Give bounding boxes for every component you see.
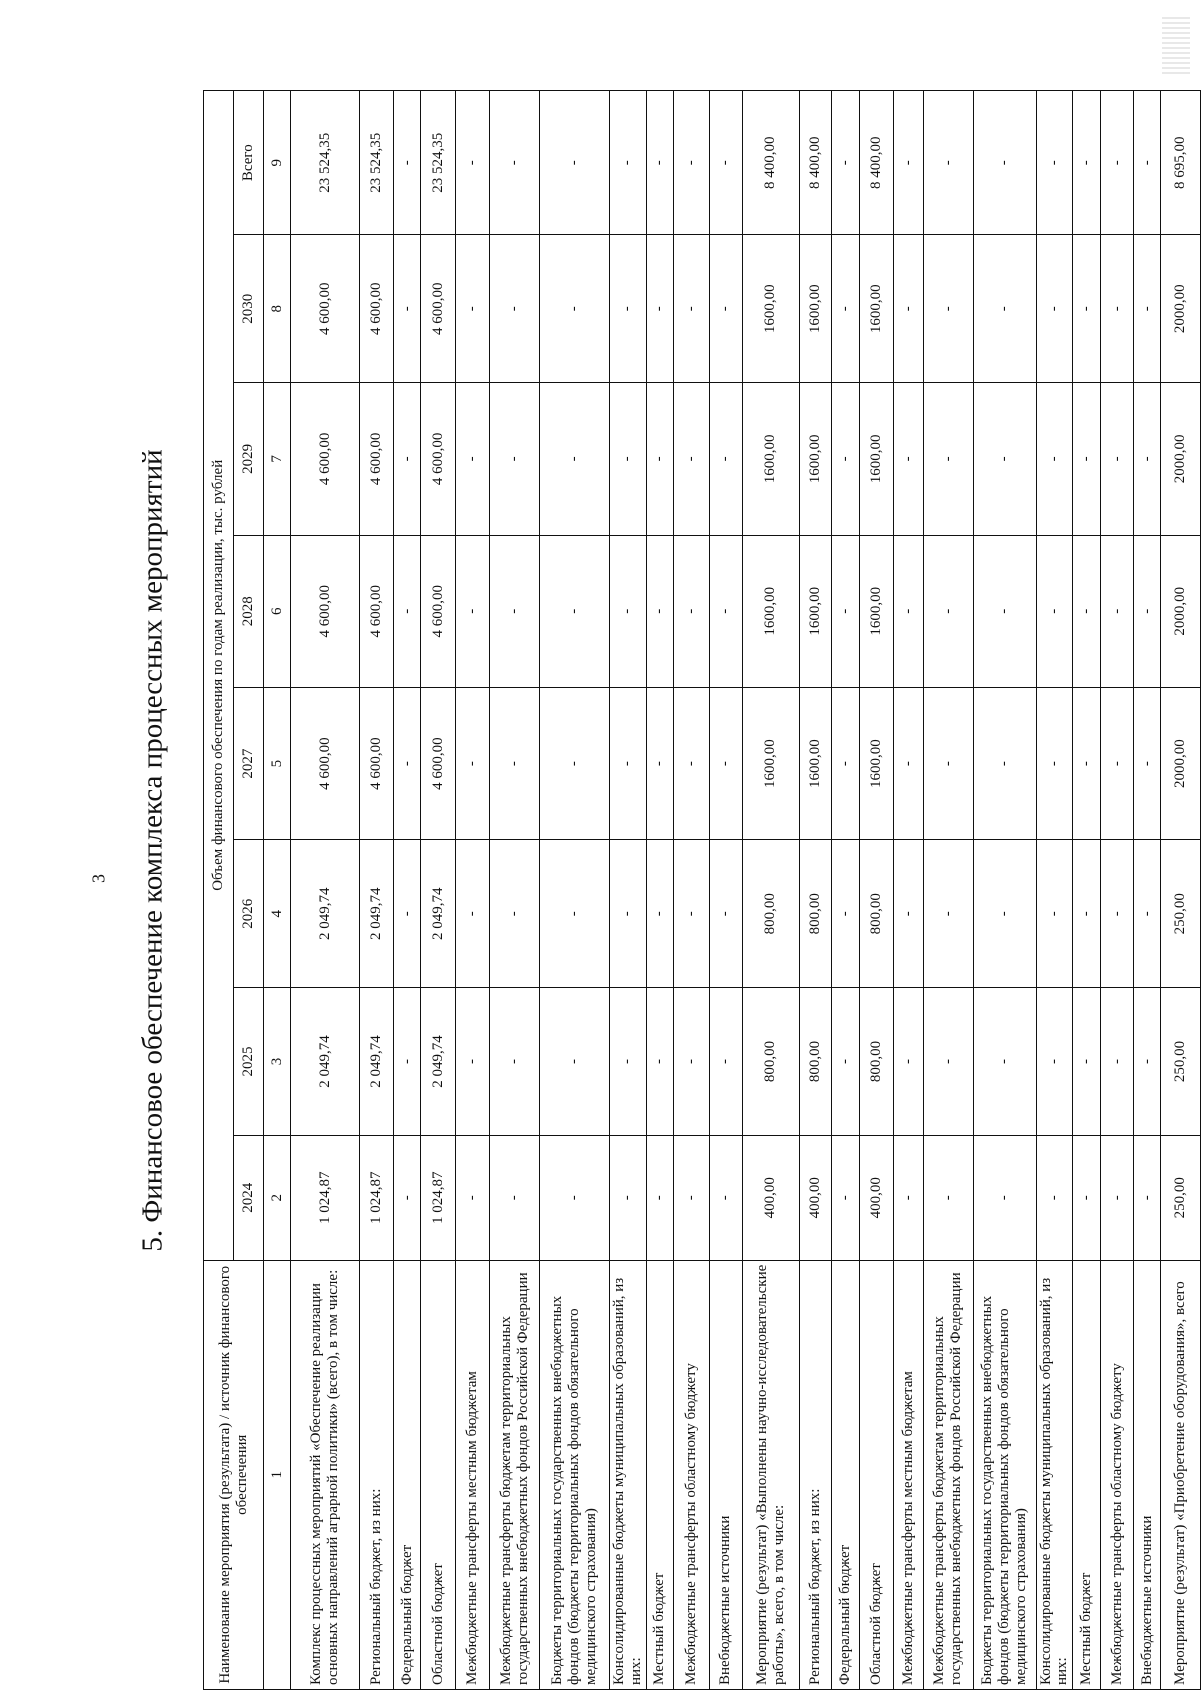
value-cell: - bbox=[923, 988, 973, 1136]
table-row bbox=[742, 91, 799, 1690]
row-name-cell: Консолидированные бюджеты муниципальных образований, из них: bbox=[610, 1260, 647, 1689]
table-row bbox=[831, 91, 859, 1690]
value-cell: - bbox=[893, 1135, 923, 1260]
total-cell: - bbox=[646, 91, 673, 235]
total-cell: - bbox=[923, 91, 973, 235]
header-row-top bbox=[204, 91, 234, 1690]
value-cell: - bbox=[1073, 988, 1101, 1136]
value-cell: - bbox=[456, 988, 490, 1136]
value-cell: - bbox=[1036, 988, 1073, 1136]
value-cell: - bbox=[709, 840, 742, 988]
value-cell: - bbox=[540, 840, 610, 988]
value-cell: - bbox=[646, 383, 673, 535]
value-cell: - bbox=[673, 235, 709, 383]
value-cell: - bbox=[1134, 1135, 1161, 1260]
financing-table bbox=[203, 90, 1201, 1690]
value-cell: - bbox=[646, 988, 673, 1136]
value-cell: 4 600,00 bbox=[360, 383, 394, 535]
total-cell: 8 400,00 bbox=[859, 91, 893, 235]
value-cell: 2000,00 bbox=[1161, 535, 1201, 687]
value-cell: - bbox=[1101, 1135, 1134, 1260]
value-cell: - bbox=[1101, 687, 1134, 839]
value-cell: - bbox=[1073, 535, 1101, 687]
value-cell: - bbox=[490, 1135, 540, 1260]
value-cell: - bbox=[1134, 535, 1161, 687]
value-cell: 1600,00 bbox=[799, 383, 831, 535]
value-cell: 1600,00 bbox=[859, 383, 893, 535]
value-cell: - bbox=[709, 235, 742, 383]
value-cell: - bbox=[673, 687, 709, 839]
value-cell: 800,00 bbox=[799, 988, 831, 1136]
column-number: 6 bbox=[264, 535, 291, 687]
value-cell: 4 600,00 bbox=[421, 687, 456, 839]
value-cell: - bbox=[973, 687, 1036, 839]
value-cell: - bbox=[610, 383, 647, 535]
value-cell: 4 600,00 bbox=[291, 235, 360, 383]
row-name-cell: Межбюджетные трансферты областному бюджету bbox=[673, 1260, 709, 1689]
table-viewport bbox=[203, 90, 1189, 1690]
value-cell: - bbox=[394, 383, 421, 535]
value-cell: 1600,00 bbox=[799, 687, 831, 839]
total-cell: 23 524,35 bbox=[360, 91, 394, 235]
value-cell: - bbox=[490, 235, 540, 383]
row-name-cell: Комплекс процессных мероприятий «Обеспечение реализации основных направлений аграрной политики» (всего), в том числе: bbox=[291, 1260, 360, 1689]
value-cell: 2000,00 bbox=[1161, 235, 1201, 383]
value-cell: - bbox=[923, 535, 973, 687]
value-cell: 1600,00 bbox=[859, 535, 893, 687]
value-cell: - bbox=[1073, 1135, 1101, 1260]
value-cell: - bbox=[610, 1135, 647, 1260]
value-cell: - bbox=[923, 840, 973, 988]
total-cell: - bbox=[1073, 91, 1101, 235]
table-row bbox=[1134, 91, 1161, 1690]
volume-column-header: Объем финансового обеспечения по годам реализации, тыс. рублей bbox=[204, 91, 234, 1261]
year-header: 2029 bbox=[234, 383, 264, 535]
value-cell: - bbox=[456, 687, 490, 839]
total-cell: - bbox=[1036, 91, 1073, 235]
value-cell: - bbox=[610, 235, 647, 383]
value-cell: 800,00 bbox=[859, 988, 893, 1136]
value-cell: - bbox=[709, 687, 742, 839]
value-cell: - bbox=[1036, 383, 1073, 535]
year-header: 2030 bbox=[234, 235, 264, 383]
row-name-cell: Бюджеты территориальных государственных внебюджетных фондов (бюджеты территориальных фондов обязательного медицинского страхования) bbox=[540, 1260, 610, 1689]
table-row bbox=[973, 91, 1036, 1690]
value-cell: 4 600,00 bbox=[291, 383, 360, 535]
value-cell: - bbox=[610, 840, 647, 988]
value-cell: 1 024,87 bbox=[291, 1135, 360, 1260]
value-cell: 250,00 bbox=[1161, 840, 1201, 988]
value-cell: - bbox=[490, 383, 540, 535]
value-cell: - bbox=[893, 687, 923, 839]
value-cell: 250,00 bbox=[1161, 1135, 1201, 1260]
value-cell: - bbox=[540, 988, 610, 1136]
row-name-cell: Межбюджетные трансферты местным бюджетам bbox=[893, 1260, 923, 1689]
table-row bbox=[646, 91, 673, 1690]
value-cell: - bbox=[709, 988, 742, 1136]
value-cell: - bbox=[923, 687, 973, 839]
value-cell: 2 049,74 bbox=[291, 988, 360, 1136]
value-cell: 1 024,87 bbox=[360, 1135, 394, 1260]
value-cell: - bbox=[973, 840, 1036, 988]
table-row bbox=[893, 91, 923, 1690]
value-cell: - bbox=[973, 235, 1036, 383]
value-cell: 800,00 bbox=[742, 988, 799, 1136]
value-cell: - bbox=[540, 535, 610, 687]
column-number: 8 bbox=[264, 235, 291, 383]
total-cell: - bbox=[394, 91, 421, 235]
value-cell: - bbox=[394, 535, 421, 687]
row-name-cell: Бюджеты территориальных государственных внебюджетных фондов (бюджеты территориальных фондов обязательного медицинского страхования) bbox=[973, 1260, 1036, 1689]
value-cell: 4 600,00 bbox=[421, 383, 456, 535]
value-cell: - bbox=[456, 1135, 490, 1260]
value-cell: 400,00 bbox=[799, 1135, 831, 1260]
value-cell: - bbox=[394, 988, 421, 1136]
value-cell: - bbox=[1101, 988, 1134, 1136]
value-cell: - bbox=[1101, 535, 1134, 687]
value-cell: 4 600,00 bbox=[421, 535, 456, 687]
value-cell: - bbox=[610, 687, 647, 839]
column-number: 2 bbox=[264, 1135, 291, 1260]
value-cell: - bbox=[490, 535, 540, 687]
value-cell: - bbox=[673, 1135, 709, 1260]
name-column-header: Наименование мероприятия (результата) / источник финансового обеспечения bbox=[204, 1260, 264, 1689]
value-cell: - bbox=[1101, 840, 1134, 988]
table-row bbox=[923, 91, 973, 1690]
row-name-cell: Мероприятие (результат) «Приобретение оборудования», всего bbox=[1161, 1260, 1201, 1689]
row-name-cell: Внебюджетные источники bbox=[709, 1260, 742, 1689]
value-cell: 1600,00 bbox=[742, 687, 799, 839]
column-number: 4 bbox=[264, 840, 291, 988]
row-name-cell: Межбюджетные трансферты бюджетам территориальных государственных внебюджетных фондов Российской Федерации bbox=[923, 1260, 973, 1689]
value-cell: - bbox=[831, 988, 859, 1136]
row-name-cell: Региональный бюджет, из них: bbox=[360, 1260, 394, 1689]
row-name-cell: Межбюджетные трансферты областному бюджету bbox=[1101, 1260, 1134, 1689]
total-cell: - bbox=[456, 91, 490, 235]
value-cell: - bbox=[893, 988, 923, 1136]
column-number-row bbox=[264, 91, 291, 1690]
total-cell: - bbox=[831, 91, 859, 235]
row-name-cell: Областной бюджет bbox=[859, 1260, 893, 1689]
value-cell: 800,00 bbox=[859, 840, 893, 988]
value-cell: - bbox=[893, 840, 923, 988]
value-cell: - bbox=[1101, 235, 1134, 383]
total-cell: - bbox=[490, 91, 540, 235]
value-cell: - bbox=[394, 840, 421, 988]
table-row bbox=[1036, 91, 1073, 1690]
column-number: 3 bbox=[264, 988, 291, 1136]
value-cell: - bbox=[923, 383, 973, 535]
value-cell: - bbox=[540, 1135, 610, 1260]
value-cell: - bbox=[1101, 383, 1134, 535]
rotated-table-frame bbox=[203, 90, 1189, 1690]
value-cell: - bbox=[1036, 840, 1073, 988]
value-cell: 400,00 bbox=[742, 1135, 799, 1260]
value-cell: - bbox=[1073, 235, 1101, 383]
value-cell: 4 600,00 bbox=[291, 687, 360, 839]
row-name-cell: Мероприятие (результат) «Выполнены научно-исследовательские работы», всего, в том числе: bbox=[742, 1260, 799, 1689]
table-row bbox=[291, 91, 360, 1690]
value-cell: - bbox=[1073, 840, 1101, 988]
value-cell: - bbox=[610, 535, 647, 687]
row-name-cell: Областной бюджет bbox=[421, 1260, 456, 1689]
row-name-cell: Межбюджетные трансферты бюджетам территориальных государственных внебюджетных фондов Российской Федерации bbox=[490, 1260, 540, 1689]
value-cell: - bbox=[709, 535, 742, 687]
value-cell: - bbox=[1036, 1135, 1073, 1260]
total-cell: - bbox=[1101, 91, 1134, 235]
value-cell: 4 600,00 bbox=[360, 235, 394, 383]
total-cell: - bbox=[709, 91, 742, 235]
total-cell: - bbox=[973, 91, 1036, 235]
value-cell: - bbox=[1134, 988, 1161, 1136]
value-cell: - bbox=[1134, 235, 1161, 383]
value-cell: - bbox=[973, 1135, 1036, 1260]
column-number: 5 bbox=[264, 687, 291, 839]
value-cell: 800,00 bbox=[799, 840, 831, 988]
value-cell: - bbox=[394, 687, 421, 839]
value-cell: - bbox=[1134, 383, 1161, 535]
value-cell: 4 600,00 bbox=[421, 235, 456, 383]
value-cell: 2 049,74 bbox=[291, 840, 360, 988]
table-row bbox=[360, 91, 394, 1690]
row-name-cell: Региональный бюджет, из них: bbox=[799, 1260, 831, 1689]
table-row bbox=[1161, 91, 1201, 1690]
table-body bbox=[291, 91, 1201, 1690]
value-cell: - bbox=[646, 687, 673, 839]
page-number: 3 bbox=[88, 874, 109, 883]
value-cell: 1 024,87 bbox=[421, 1135, 456, 1260]
value-cell: - bbox=[709, 1135, 742, 1260]
value-cell: - bbox=[490, 988, 540, 1136]
total-cell: 8 400,00 bbox=[799, 91, 831, 235]
total-cell: 23 524,35 bbox=[291, 91, 360, 235]
value-cell: - bbox=[923, 1135, 973, 1260]
row-name-cell: Консолидированные бюджеты муниципальных образований, из них: bbox=[1036, 1260, 1073, 1689]
table-row bbox=[709, 91, 742, 1690]
total-cell: 8 400,00 bbox=[742, 91, 799, 235]
value-cell: 2 049,74 bbox=[360, 840, 394, 988]
value-cell: - bbox=[540, 383, 610, 535]
value-cell: - bbox=[831, 840, 859, 988]
column-number: 1 bbox=[264, 1260, 291, 1689]
value-cell: - bbox=[540, 235, 610, 383]
value-cell: - bbox=[540, 687, 610, 839]
value-cell: - bbox=[646, 1135, 673, 1260]
value-cell: 2000,00 bbox=[1161, 383, 1201, 535]
table-row bbox=[1073, 91, 1101, 1690]
value-cell: 2 049,74 bbox=[421, 988, 456, 1136]
table-row bbox=[1101, 91, 1134, 1690]
value-cell: - bbox=[893, 383, 923, 535]
value-cell: - bbox=[394, 235, 421, 383]
value-cell: - bbox=[673, 840, 709, 988]
value-cell: 4 600,00 bbox=[360, 535, 394, 687]
table-row bbox=[799, 91, 831, 1690]
value-cell: - bbox=[490, 840, 540, 988]
value-cell: 1600,00 bbox=[742, 383, 799, 535]
value-cell: - bbox=[1134, 840, 1161, 988]
column-number: 7 bbox=[264, 383, 291, 535]
value-cell: - bbox=[673, 535, 709, 687]
row-name-cell: Федеральный бюджет bbox=[831, 1260, 859, 1689]
value-cell: 1600,00 bbox=[742, 535, 799, 687]
year-header: 2024 bbox=[234, 1135, 264, 1260]
value-cell: 250,00 bbox=[1161, 988, 1201, 1136]
value-cell: - bbox=[456, 235, 490, 383]
value-cell: 1600,00 bbox=[742, 235, 799, 383]
value-cell: 1600,00 bbox=[859, 687, 893, 839]
value-cell: 4 600,00 bbox=[360, 687, 394, 839]
value-cell: - bbox=[456, 383, 490, 535]
table-row bbox=[394, 91, 421, 1690]
year-header: 2025 bbox=[234, 988, 264, 1136]
value-cell: 1600,00 bbox=[859, 235, 893, 383]
table-row bbox=[490, 91, 540, 1690]
year-header: 2027 bbox=[234, 687, 264, 839]
table-row bbox=[673, 91, 709, 1690]
value-cell: - bbox=[646, 235, 673, 383]
value-cell: 400,00 bbox=[859, 1135, 893, 1260]
value-cell: - bbox=[973, 383, 1036, 535]
row-name-cell: Местный бюджет bbox=[1073, 1260, 1101, 1689]
total-cell: 8 695,00 bbox=[1161, 91, 1201, 235]
scan-artifact bbox=[1162, 14, 1190, 74]
value-cell: - bbox=[831, 535, 859, 687]
value-cell: - bbox=[646, 840, 673, 988]
row-name-cell: Внебюджетные источники bbox=[1134, 1260, 1161, 1689]
year-header: 2028 bbox=[234, 535, 264, 687]
value-cell: - bbox=[831, 1135, 859, 1260]
table-row bbox=[456, 91, 490, 1690]
total-cell: - bbox=[610, 91, 647, 235]
value-cell: - bbox=[610, 988, 647, 1136]
value-cell: 1600,00 bbox=[799, 235, 831, 383]
value-cell: - bbox=[893, 535, 923, 687]
value-cell: - bbox=[709, 383, 742, 535]
value-cell: 2 049,74 bbox=[421, 840, 456, 988]
table-row bbox=[421, 91, 456, 1690]
value-cell: - bbox=[831, 383, 859, 535]
value-cell: - bbox=[673, 383, 709, 535]
value-cell: - bbox=[456, 535, 490, 687]
value-cell: - bbox=[456, 840, 490, 988]
value-cell: - bbox=[1073, 687, 1101, 839]
column-number: 9 bbox=[264, 91, 291, 235]
total-cell: - bbox=[893, 91, 923, 235]
total-cell: - bbox=[673, 91, 709, 235]
value-cell: - bbox=[490, 687, 540, 839]
value-cell: - bbox=[1134, 687, 1161, 839]
value-cell: 2000,00 bbox=[1161, 687, 1201, 839]
total-cell: - bbox=[540, 91, 610, 235]
value-cell: - bbox=[831, 235, 859, 383]
table-row bbox=[859, 91, 893, 1690]
year-header: 2026 bbox=[234, 840, 264, 988]
total-cell: 23 524,35 bbox=[421, 91, 456, 235]
row-name-cell: Федеральный бюджет bbox=[394, 1260, 421, 1689]
value-cell: - bbox=[973, 535, 1036, 687]
value-cell: - bbox=[673, 988, 709, 1136]
value-cell: 4 600,00 bbox=[291, 535, 360, 687]
value-cell: 800,00 bbox=[742, 840, 799, 988]
table-row bbox=[610, 91, 647, 1690]
value-cell: - bbox=[1036, 687, 1073, 839]
document-title: 5. Финансовое обеспечение комплекса процессных мероприятий bbox=[136, 449, 169, 1252]
value-cell: - bbox=[1036, 235, 1073, 383]
value-cell: - bbox=[973, 988, 1036, 1136]
value-cell: - bbox=[646, 535, 673, 687]
row-name-cell: Межбюджетные трансферты местным бюджетам bbox=[456, 1260, 490, 1689]
value-cell: - bbox=[394, 1135, 421, 1260]
row-name-cell: Местный бюджет bbox=[646, 1260, 673, 1689]
value-cell: - bbox=[1073, 383, 1101, 535]
value-cell: 2 049,74 bbox=[360, 988, 394, 1136]
total-cell: - bbox=[1134, 91, 1161, 235]
value-cell: 1600,00 bbox=[799, 535, 831, 687]
table-row bbox=[540, 91, 610, 1690]
total-header: Всего bbox=[234, 91, 264, 235]
value-cell: - bbox=[923, 235, 973, 383]
value-cell: - bbox=[1036, 535, 1073, 687]
value-cell: - bbox=[893, 235, 923, 383]
value-cell: - bbox=[831, 687, 859, 839]
